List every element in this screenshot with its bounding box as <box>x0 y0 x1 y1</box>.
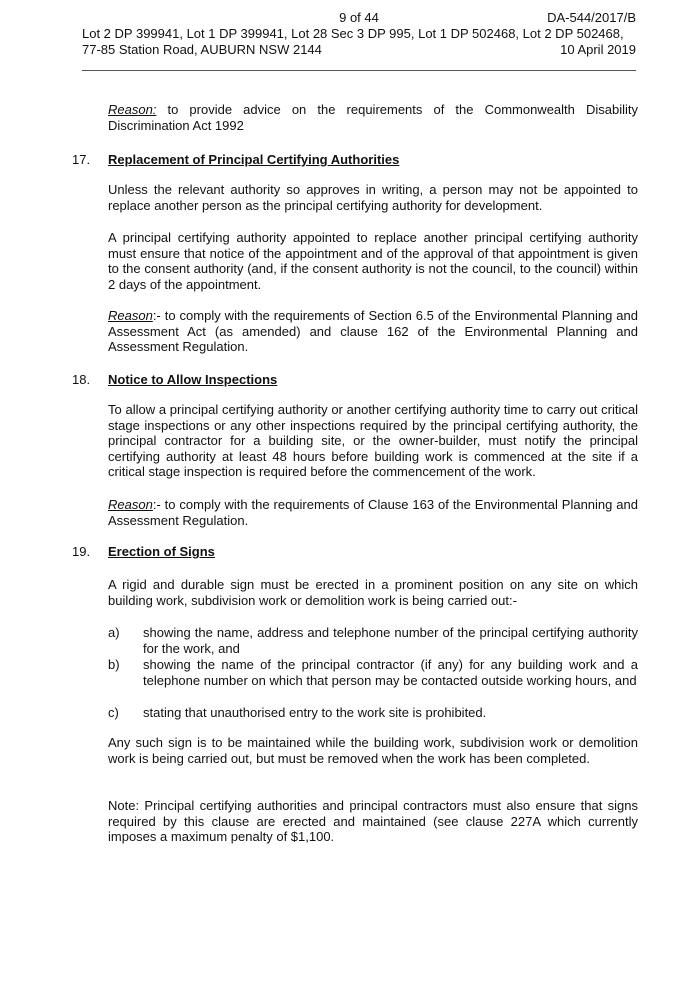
list-item-text: showing the name of the principal contractor (if any) for any building work and a telephone number on which that person may be contacted outside working hours, and <box>143 657 638 688</box>
reason-label: Reason <box>108 308 153 323</box>
page-header <box>82 10 636 58</box>
address-line-2: 77-85 Station Road, AUBURN NSW 2144 <box>82 42 322 57</box>
reason-text: to provide advice on the requirements of the Commonwealth Disability Discrimination Act 1992 <box>108 102 638 133</box>
list-marker: b) <box>108 657 120 672</box>
reason-label: Reason <box>108 497 153 512</box>
section-title: Notice to Allow Inspections <box>108 372 278 387</box>
page-number: 9 of 44 <box>339 10 379 25</box>
reason-text: :- to comply with the requirements of Section 6.5 of the Environmental Planning and Assessment Act (as amended) and clause 162 of the Environmental Planning and Assessment Regulation. <box>108 308 638 354</box>
list-marker: c) <box>108 705 119 720</box>
paragraph: To allow a principal certifying authority or another certifying authority time to carry out critical stage inspections or any other inspections required by the principal certifying authority, the principal contractor for a building site, or the owner-builder, must notify the principal certifying authority at least 48 hours before building work is commenced at the site if a critical stage inspection is required before the commencement of the work. <box>108 402 638 479</box>
intro-reason <box>72 102 638 133</box>
section-19-heading <box>72 544 638 560</box>
note-paragraph: Note: Principal certifying authorities and principal contractors must also ensure that signs required by this clause are erected and maintained (see clause 227A which currently imposes a maximum penalty of $1,100. <box>108 798 638 844</box>
paragraph: A principal certifying authority appointed to replace another principal certifying authority must ensure that notice of the appointment and of the approval of that appointment is given to the consent authority (and, if the consent authority is not the council, to the council) within 2 days of the appointment. <box>108 230 638 292</box>
section-title: Erection of Signs <box>108 544 215 559</box>
section-19-note <box>72 798 638 845</box>
paragraph: Unless the relevant authority so approves in writing, a person may not be appointed to replace another person as the principal certifying authority for development. <box>108 182 638 213</box>
document-reference: DA-544/2017/B <box>547 10 636 25</box>
reason-text: :- to comply with the requirements of Clause 163 of the Environmental Planning and Assessment Regulation. <box>108 497 638 528</box>
section-17-heading <box>72 152 638 168</box>
list-item-text: stating that unauthorised entry to the work site is prohibited. <box>143 705 487 720</box>
section-number: 18. <box>72 372 91 387</box>
section-18-heading <box>72 372 638 388</box>
section-18-reason <box>72 497 638 528</box>
section-17-paragraph-1 <box>72 182 638 213</box>
address-line-1: Lot 2 DP 399941, Lot 1 DP 399941, Lot 28 Sec 3 DP 995, Lot 1 DP 502468, Lot 2 DP 502468, <box>82 26 624 41</box>
reason-label: Reason: <box>108 102 157 117</box>
section-19-item-c <box>72 705 638 721</box>
section-19-item-a <box>72 625 638 656</box>
section-number: 19. <box>72 544 91 559</box>
list-item-text: showing the name, address and telephone number of the principal certifying authority for the work, and <box>143 625 638 656</box>
section-18-paragraph-1 <box>72 402 638 480</box>
section-19-paragraph-2 <box>72 735 638 766</box>
section-17-reason <box>72 308 638 355</box>
paragraph: Any such sign is to be maintained while the building work, subdivision work or demolition work is being carried out, but must be removed when the work has been completed. <box>108 735 638 766</box>
paragraph: A rigid and durable sign must be erected in a prominent position on any site on which building work, subdivision work or demolition work is being carried out:- <box>108 577 638 608</box>
section-title: Replacement of Principal Certifying Authorities <box>108 152 400 167</box>
header-divider <box>82 70 636 71</box>
section-17-paragraph-2 <box>72 230 638 292</box>
section-number: 17. <box>72 152 91 167</box>
document-date: 10 April 2019 <box>560 42 636 57</box>
section-19-item-b <box>72 657 638 688</box>
list-marker: a) <box>108 625 120 640</box>
section-19-paragraph-1 <box>72 577 638 608</box>
